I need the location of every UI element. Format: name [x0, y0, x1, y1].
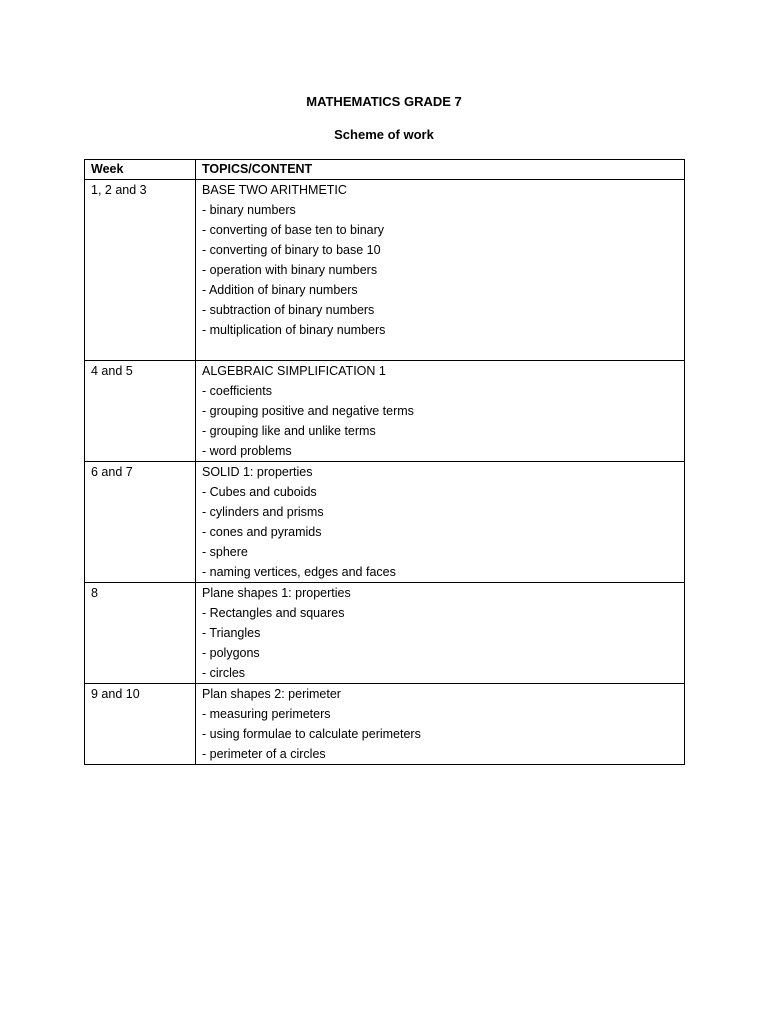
table-body — [85, 180, 685, 765]
topic-item: - naming vertices, edges and faces — [202, 565, 396, 579]
topic-item: - grouping positive and negative terms — [202, 404, 414, 418]
table-row — [85, 462, 685, 583]
topics-cell — [196, 684, 685, 765]
document-title: MATHEMATICS GRADE 7 — [306, 94, 462, 109]
table-row — [85, 361, 685, 462]
topic-item: - perimeter of a circles — [202, 747, 326, 761]
table-row — [85, 684, 685, 765]
topics-column-header: TOPICS/CONTENT — [196, 160, 685, 180]
topic-heading: ALGEBRAIC SIMPLIFICATION 1 — [202, 364, 386, 378]
week-cell: 4 and 5 — [85, 361, 196, 462]
week-cell: 8 — [85, 583, 196, 684]
topic-item: - converting of binary to base 10 — [202, 243, 381, 257]
scheme-of-work-table — [84, 159, 685, 765]
topic-heading: BASE TWO ARITHMETIC — [202, 183, 347, 197]
topic-item: - Cubes and cuboids — [202, 485, 317, 499]
topic-item: - Triangles — [202, 626, 261, 640]
topics-cell — [196, 180, 685, 361]
topic-heading: Plane shapes 1: properties — [202, 586, 351, 600]
topic-item: - grouping like and unlike terms — [202, 424, 376, 438]
topic-item: - converting of base ten to binary — [202, 223, 385, 237]
topic-item: - Rectangles and squares — [202, 606, 345, 620]
week-cell: 6 and 7 — [85, 462, 196, 583]
topics-cell — [196, 583, 685, 684]
topic-item: - cones and pyramids — [202, 525, 322, 539]
topics-cell — [196, 462, 685, 583]
document-subtitle: Scheme of work — [334, 127, 434, 142]
table-row — [85, 180, 685, 361]
topic-item: - binary numbers — [202, 203, 296, 217]
topic-item: - sphere — [202, 545, 248, 559]
topic-item: - Addition of binary numbers — [202, 283, 358, 297]
topic-item: - circles — [202, 666, 246, 680]
topic-item: - cylinders and prisms — [202, 505, 324, 519]
topic-item: - operation with binary numbers — [202, 263, 378, 277]
topic-item: - coefficients — [202, 384, 272, 398]
table-header-row — [85, 160, 685, 180]
topic-heading: Plan shapes 2: perimeter — [202, 687, 341, 701]
topics-cell — [196, 361, 685, 462]
topic-item: - multiplication of binary numbers — [202, 323, 386, 337]
topic-item: - measuring perimeters — [202, 707, 331, 721]
week-cell: 1, 2 and 3 — [85, 180, 196, 361]
table-row — [85, 583, 685, 684]
topic-item: - subtraction of binary numbers — [202, 303, 375, 317]
topic-item: - using formulae to calculate perimeters — [202, 727, 421, 741]
week-column-header: Week — [85, 160, 196, 180]
topic-heading: SOLID 1: properties — [202, 465, 313, 479]
week-cell: 9 and 10 — [85, 684, 196, 765]
topic-item: - word problems — [202, 444, 292, 458]
topic-item: - polygons — [202, 646, 260, 660]
